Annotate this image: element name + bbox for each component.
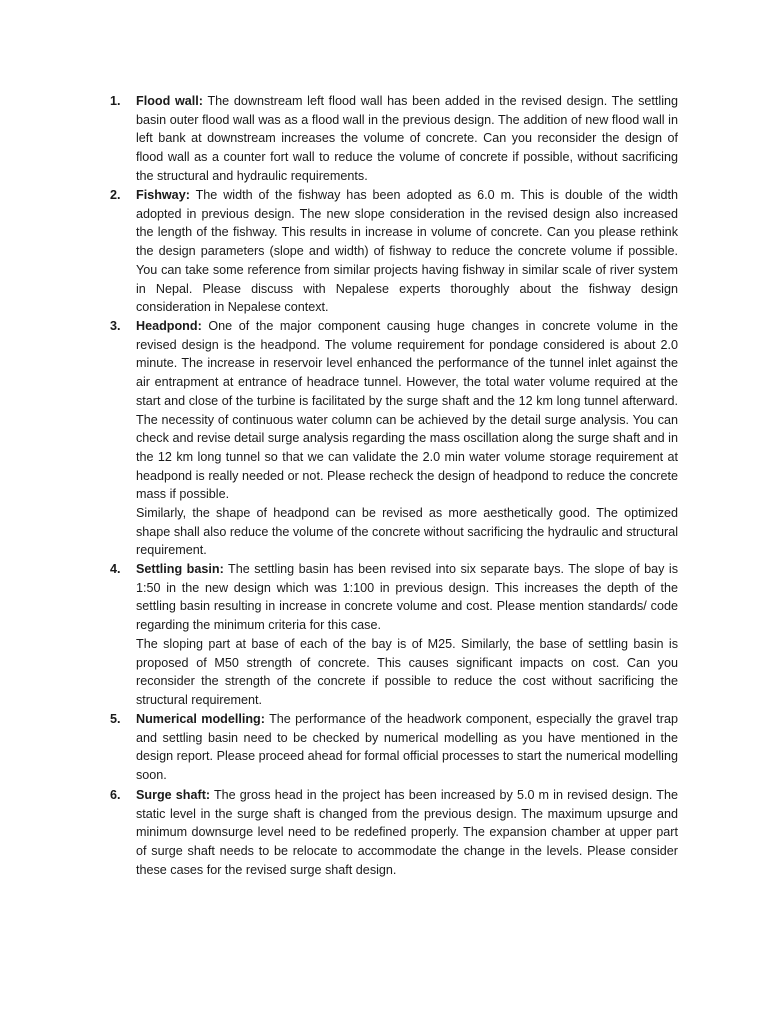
list-item-headpond — [110, 317, 678, 560]
list-item-settling-basin — [110, 560, 678, 710]
list-item-surge-shaft — [110, 786, 678, 880]
item-heading: Flood wall: — [136, 94, 203, 108]
item-body: The settling basin has been revised into six separate bays. The slope of bay is 1:50 in the new design which was 1:100 in previous design. This increases the depth of the settling basin resulting in increase in concrete volume and cost. Please mention standards/ code regarding the minimum criteria for this case. — [136, 562, 678, 633]
item-body: The width of the fishway has been adopted as 6.0 m. This is double of the width adopted in previous design. The new slope consideration in the revised design also increased the length of the fishway. This results in increase in volume of concrete. Can you please rethink the design parameters (slope and width) of fishway to reduce the concrete volume if possible. You can take some reference from similar projects having fishway in similar scale of river system in Nepal. Please discuss with Nepalese experts thoroughly about the fishway design consideration in Nepalese context. — [136, 188, 678, 315]
list-item-fishway — [110, 186, 678, 317]
item-paragraph — [136, 317, 678, 504]
item-heading: Settling basin: — [136, 562, 224, 576]
item-paragraph-2: Similarly, the shape of headpond can be revised as more aesthetically good. The optimized shape shall also reduce the volume of the concrete without sacrificing the hydraulic and structural requirement. — [136, 506, 678, 558]
item-paragraph — [136, 92, 678, 186]
item-number: 4. — [110, 562, 121, 576]
item-number: 5. — [110, 712, 121, 726]
item-heading: Headpond: — [136, 319, 202, 333]
item-paragraph — [136, 560, 678, 635]
list-item-flood-wall — [110, 92, 678, 186]
item-heading: Surge shaft: — [136, 788, 211, 802]
item-heading: Fishway: — [136, 188, 190, 202]
item-number: 2. — [110, 188, 121, 202]
item-paragraph — [136, 186, 678, 317]
item-paragraph-2: The sloping part at base of each of the bay is of M25. Similarly, the base of settling basin is proposed of M50 strength of concrete. This causes significant impacts on cost. Can you reconsider the strength of the concrete if possible to reduce the cost without sacrificing the structural requirement. — [136, 636, 678, 707]
item-number: 1. — [110, 94, 121, 108]
item-paragraph — [136, 710, 678, 785]
item-body: One of the major component causing huge changes in concrete volume in the revised design is the headpond. The volume requirement for pondage considered is about 2.0 minute. The increase in reservoir level enhanced the performance of the tunnel inlet against the air entrapment at entrance of headrace tunnel. However, the total water volume required at the start and close of the turbine is facilitated by the surge shaft and the 12 km long tunnel afterward. The necessity of continuous water column can be achieved by the detail surge analysis. You can check and revise detail surge analysis regarding the mass oscillation along the surge shaft and in the 12 km long tunnel so that we can validate the 2.0 min water volume storage requirement at headpond is really needed or not. Please recheck the design of headpond to reduce the concrete mass if possible. — [136, 319, 679, 502]
item-body: The downstream left flood wall has been added in the revised design. The settling basin outer flood wall was as a flood wall in the previous design. The addition of new flood wall in left bank at downstream increases the volume of concrete. Can you reconsider the design of flood wall as a counter fort wall to reduce the volume of concrete if possible, without sacrificing the structural and hydraulic requirements. — [136, 94, 678, 183]
item-body: The gross head in the project has been increased by 5.0 m in revised design. The static level in the surge shaft is changed from the previous design. The maximum upsurge and minimum downsurge level need to be redefined properly. The expansion chamber at upper part of surge shaft needs to be relocate to accommodate the change in the levels. Please consider these cases for the revised surge shaft design. — [136, 788, 678, 877]
item-heading: Numerical modelling: — [136, 712, 265, 726]
item-paragraph — [136, 786, 678, 880]
item-body: The performance of the headwork component, especially the gravel trap and settling basin need to be checked by numerical modelling as you have mentioned in the design report. Please proceed ahead for formal official processes to start the numerical modelling soon. — [136, 712, 679, 783]
item-number: 3. — [110, 319, 121, 333]
item-number: 6. — [110, 788, 121, 802]
list-item-numerical-modelling — [110, 710, 678, 785]
